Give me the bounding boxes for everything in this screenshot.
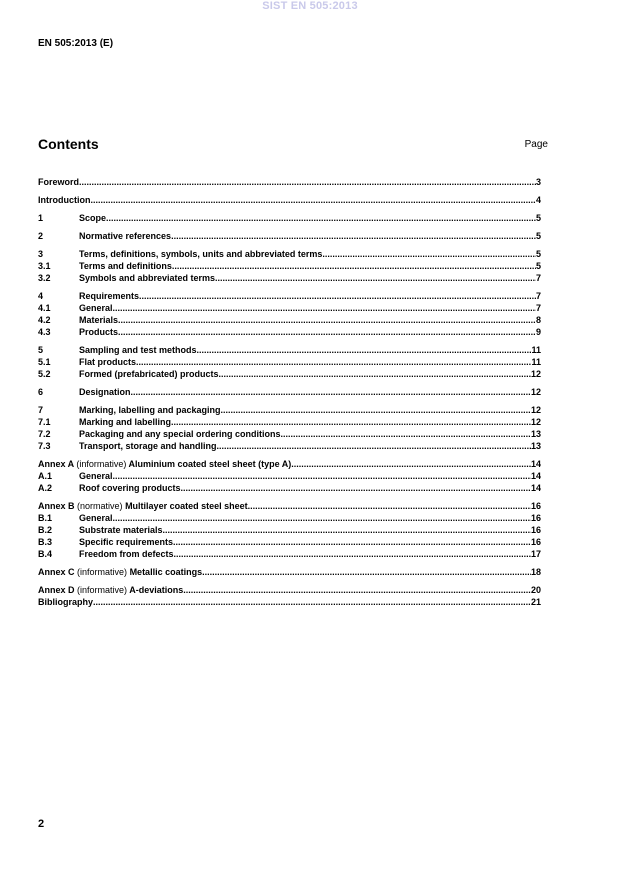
- annex-kind: (informative): [77, 585, 128, 595]
- toc-entry-page: 5: [535, 231, 541, 241]
- toc-group: [38, 194, 541, 206]
- toc-entry-page: 11: [531, 345, 541, 355]
- toc-entry-title: Symbols and abbreviated terms: [79, 273, 216, 283]
- dot-leader: [221, 404, 531, 416]
- dot-leader: [113, 302, 536, 314]
- toc-group: [38, 212, 541, 224]
- toc-entry-title: [38, 566, 202, 578]
- toc-entry-number: 4: [38, 291, 44, 301]
- dot-leader: [183, 584, 531, 596]
- dot-leader: [174, 548, 531, 560]
- toc-entry[interactable]: [38, 230, 541, 242]
- toc-entry[interactable]: [38, 416, 541, 428]
- toc-entry[interactable]: [38, 260, 541, 272]
- toc-annex-entry[interactable]: [38, 500, 541, 512]
- toc-entry-number: 4.3: [38, 327, 51, 337]
- toc-entry-number: 7.2: [38, 429, 51, 439]
- toc-entry-title: Bibliography: [38, 597, 94, 607]
- dot-leader: [91, 194, 536, 206]
- annex-label: Annex D: [38, 585, 75, 595]
- dot-leader: [79, 176, 536, 188]
- toc-entry-title: Scope: [79, 213, 107, 223]
- annex-title: Multilayer coated steel sheet: [125, 501, 248, 511]
- toc-entry[interactable]: [38, 290, 541, 302]
- annex-kind: (informative): [77, 567, 128, 577]
- toc-entry-number: 4.2: [38, 315, 51, 325]
- toc-group: [38, 584, 541, 608]
- annex-title: Metallic coatings: [129, 567, 203, 577]
- annex-label: Annex B: [38, 501, 75, 511]
- dot-leader: [113, 512, 531, 524]
- toc-entry-title: Marking, labelling and packaging: [79, 405, 221, 415]
- toc-entry-number: 4.1: [38, 303, 51, 313]
- table-of-contents: [38, 176, 541, 614]
- toc-entry-number: A.1: [38, 471, 53, 481]
- page-column-header: Page: [524, 139, 548, 150]
- toc-group: [38, 230, 541, 242]
- toc-entry[interactable]: [38, 314, 541, 326]
- toc-entry-page: 5: [535, 213, 541, 223]
- toc-entry-page: 14: [530, 483, 541, 493]
- dot-leader: [171, 230, 536, 242]
- toc-entry[interactable]: [38, 326, 541, 338]
- dot-leader: [113, 470, 531, 482]
- dot-leader: [281, 428, 531, 440]
- toc-entry[interactable]: [38, 536, 541, 548]
- toc-entry-number: 7.1: [38, 417, 51, 427]
- toc-entry-title: Formed (prefabricated) products: [79, 369, 219, 379]
- toc-group: [38, 386, 541, 398]
- toc-entry-page: 13: [530, 429, 541, 439]
- toc-entry[interactable]: [38, 356, 541, 368]
- toc-entry-title: Packaging and any special ordering conditions: [79, 429, 281, 439]
- toc-annex-entry[interactable]: [38, 458, 541, 470]
- document-id: EN 505:2013 (E): [38, 38, 114, 49]
- toc-entry-page: 20: [530, 585, 541, 595]
- toc-annex-entry[interactable]: [38, 584, 541, 596]
- toc-entry-number: 3.2: [38, 273, 51, 283]
- toc-entry-number: 5.2: [38, 369, 51, 379]
- toc-entry-number: 5.1: [38, 357, 51, 367]
- toc-entry-page: 12: [530, 369, 541, 379]
- toc-entry[interactable]: [38, 404, 541, 416]
- toc-entry-page: 16: [530, 537, 541, 547]
- annex-kind: (normative): [77, 501, 123, 511]
- dot-leader: [197, 344, 532, 356]
- page-number: 2: [38, 818, 45, 830]
- dot-leader: [217, 440, 531, 452]
- dot-leader: [171, 416, 531, 428]
- toc-entry-page: 16: [530, 501, 541, 511]
- dot-leader: [173, 536, 531, 548]
- toc-entry-page: 14: [530, 471, 541, 481]
- toc-entry-page: 12: [530, 387, 541, 397]
- toc-entry[interactable]: [38, 512, 541, 524]
- toc-group: [38, 176, 541, 188]
- watermark: SIST EN 505:2013: [262, 0, 358, 12]
- toc-entry-page: 16: [530, 513, 541, 523]
- dot-leader: [322, 248, 536, 260]
- toc-entry-page: 12: [530, 417, 541, 427]
- dot-leader: [172, 260, 536, 272]
- toc-entry-title: Specific requirements: [79, 537, 174, 547]
- toc-entry[interactable]: [38, 386, 541, 398]
- toc-entry[interactable]: [38, 368, 541, 380]
- toc-entry-title: [38, 584, 183, 596]
- toc-entry-title: Requirements: [79, 291, 140, 301]
- toc-entry[interactable]: [38, 524, 541, 536]
- toc-entry-title: Substrate materials: [79, 525, 163, 535]
- toc-entry-title: General: [79, 513, 113, 523]
- dot-leader: [202, 566, 531, 578]
- toc-entry-page: 13: [530, 441, 541, 451]
- toc-entry-title: Designation: [79, 387, 131, 397]
- toc-entry-title: Transport, storage and handling: [79, 441, 217, 451]
- dot-leader: [106, 212, 536, 224]
- toc-entry-page: 9: [535, 327, 541, 337]
- toc-entry-number: B.3: [38, 537, 53, 547]
- toc-entry-title: Sampling and test methods: [79, 345, 197, 355]
- dot-leader: [136, 356, 531, 368]
- toc-entry-page: 7: [535, 291, 541, 301]
- toc-entry[interactable]: [38, 248, 541, 260]
- toc-entry-number: 3: [38, 249, 44, 259]
- toc-group: [38, 566, 541, 578]
- toc-entry-title: Terms and definitions: [79, 261, 172, 271]
- toc-entry-title: Introduction: [38, 195, 91, 205]
- toc-entry-title: Normative references: [79, 231, 172, 241]
- toc-entry-title: Terms, definitions, symbols, units and abbreviated terms: [79, 249, 323, 259]
- dot-leader: [139, 290, 536, 302]
- toc-entry[interactable]: [38, 428, 541, 440]
- toc-entry-page: 12: [530, 405, 541, 415]
- dot-leader: [163, 524, 531, 536]
- toc-entry[interactable]: [38, 176, 541, 188]
- toc-entry-title: Foreword: [38, 177, 80, 187]
- toc-entry[interactable]: [38, 272, 541, 284]
- toc-group: [38, 344, 541, 380]
- toc-entry-page: 11: [531, 357, 541, 367]
- toc-entry-number: 5: [38, 345, 44, 355]
- toc-entry[interactable]: [38, 212, 541, 224]
- dot-leader: [131, 386, 531, 398]
- toc-entry[interactable]: [38, 344, 541, 356]
- toc-entry-title: Materials: [79, 315, 119, 325]
- annex-label: Annex C: [38, 567, 75, 577]
- dot-leader: [181, 482, 531, 494]
- toc-entry-title: [38, 500, 248, 512]
- dot-leader: [118, 314, 536, 326]
- toc-entry-title: Products: [79, 327, 119, 337]
- toc-entry-number: 3.1: [38, 261, 51, 271]
- toc-entry[interactable]: [38, 302, 541, 314]
- toc-entry-number: 7: [38, 405, 44, 415]
- toc-annex-entry[interactable]: [38, 566, 541, 578]
- toc-entry-page: 14: [530, 459, 541, 469]
- toc-entry-number: B.1: [38, 513, 53, 523]
- toc-entry-number: 6: [38, 387, 44, 397]
- toc-entry-page: 7: [535, 303, 541, 313]
- toc-entry-page: 17: [530, 549, 541, 559]
- toc-entry-number: 1: [38, 213, 44, 223]
- annex-label: Annex A: [38, 459, 74, 469]
- dot-leader: [248, 500, 531, 512]
- contents-title: Contents: [38, 136, 99, 152]
- annex-title: A-deviations: [129, 585, 184, 595]
- toc-entry-page: 7: [535, 273, 541, 283]
- toc-group: [38, 458, 541, 494]
- toc-entry-number: 2: [38, 231, 44, 241]
- annex-kind: (informative): [76, 459, 127, 469]
- toc-group: [38, 404, 541, 452]
- toc-group: [38, 500, 541, 560]
- toc-entry-page: 4: [535, 195, 541, 205]
- toc-entry[interactable]: [38, 482, 541, 494]
- toc-entry-title: Flat products: [79, 357, 137, 367]
- toc-entry-page: 18: [530, 567, 541, 577]
- toc-entry-page: 3: [535, 177, 541, 187]
- toc-entry-number: B.4: [38, 549, 53, 559]
- toc-entry-page: 5: [535, 261, 541, 271]
- toc-entry-page: 5: [535, 249, 541, 259]
- toc-entry[interactable]: [38, 194, 541, 206]
- toc-entry-title: Roof covering products: [79, 483, 181, 493]
- toc-group: [38, 248, 541, 284]
- toc-entry-title: General: [79, 303, 113, 313]
- toc-entry-number: B.2: [38, 525, 53, 535]
- toc-entry-title: Marking and labelling: [79, 417, 172, 427]
- annex-title: Aluminium coated steel sheet (type A): [128, 459, 292, 469]
- toc-entry-number: 7.3: [38, 441, 51, 451]
- toc-group: [38, 290, 541, 338]
- toc-entry-page: 21: [530, 597, 541, 607]
- toc-entry[interactable]: [38, 470, 541, 482]
- toc-entry-title: General: [79, 471, 113, 481]
- toc-entry[interactable]: [38, 596, 541, 608]
- dot-leader: [118, 326, 536, 338]
- dot-leader: [291, 458, 531, 470]
- toc-entry-number: A.2: [38, 483, 53, 493]
- toc-entry[interactable]: [38, 548, 541, 560]
- toc-entry-page: 8: [535, 315, 541, 325]
- dot-leader: [219, 368, 531, 380]
- dot-leader: [215, 272, 536, 284]
- toc-entry[interactable]: [38, 440, 541, 452]
- toc-entry-page: 16: [530, 525, 541, 535]
- toc-entry-title: [38, 458, 291, 470]
- dot-leader: [93, 596, 531, 608]
- toc-entry-title: Freedom from defects: [79, 549, 174, 559]
